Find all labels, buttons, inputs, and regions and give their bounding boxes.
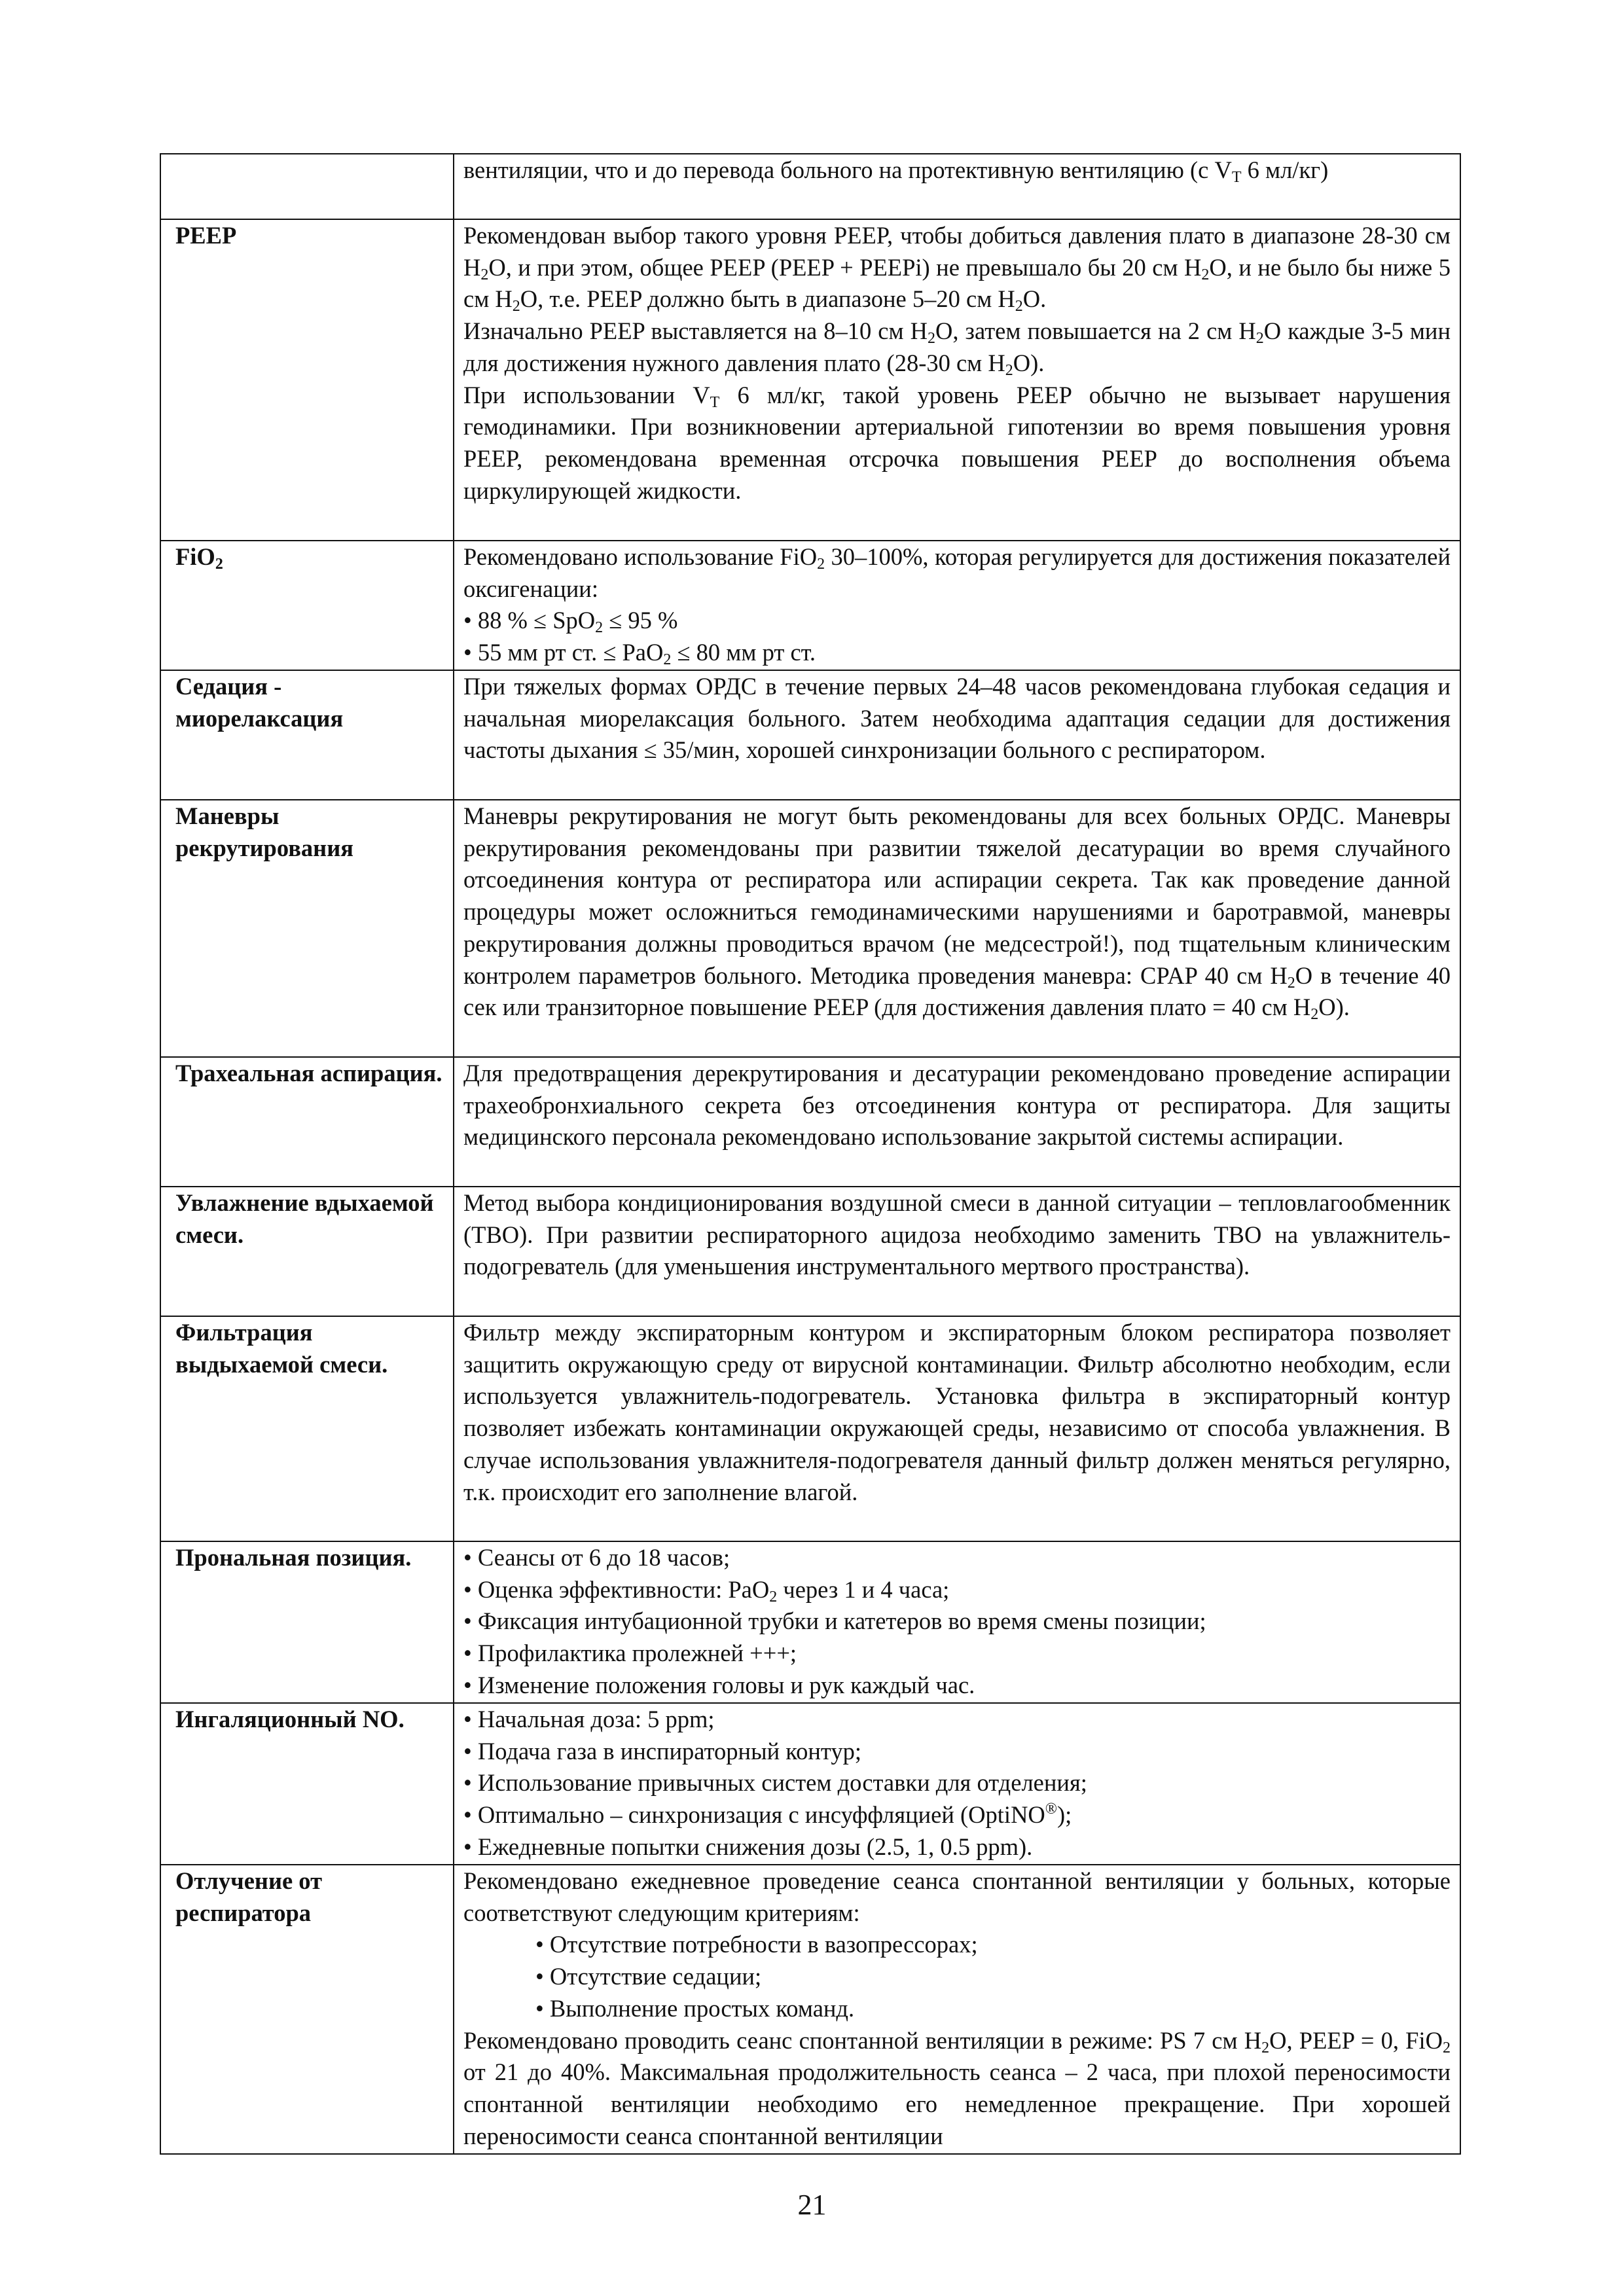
table-row: [160, 1187, 1460, 1316]
list-item: • Фиксация интубационной трубки и катетеров во время смены позиции;: [463, 1607, 1206, 1635]
row-text-sedation: При тяжелых формах ОРДС в течение первых 24–48 часов рекомендована глубокая седация и начальная миорелаксация больного. Затем необходима адаптация седации для достижения частоты дыхания ≤ 35/мин, хорошей синхронизации больного с респиратором.: [454, 670, 1460, 800]
table-row: [160, 800, 1460, 1057]
table-row: [160, 541, 1460, 670]
row-text-weaning: [454, 1865, 1460, 2154]
table-row: [160, 154, 1460, 219]
weaning-paragraph-1: Рекомендовано ежедневное проведение сеанса спонтанной вентиляции у больных, которые соответствуют следующим критериям:: [463, 1867, 1451, 1926]
list-item: • Подача газа в инспираторный контур;: [463, 1737, 862, 1765]
row-label-peep: PEEP: [160, 219, 454, 541]
peep-paragraph-1: Рекомендован выбор такого уровня PEEP, чтобы добиться давления плато в диапазоне 28-30 см $H_2O$, и при этом, общее PEEP (PEEP + PEEPi) не превышало бы 20 см $H_2O$, и не было бы ниже 5 см $H_2O$, т.е. PEEP должно быть в диапазоне 5–20 см $H_2O$.: [463, 222, 1451, 315]
row-label-humidification: Увлажнение вдыхаемой смеси.: [160, 1187, 454, 1316]
row-text-humidification: Метод выбора кондиционирования воздушной смеси в данной ситуации – тепловлагообменник (ТВО). При развитии респираторного ацидоза необходимо заменить ТВО на увлажнитель-подогреватель (для уменьшения инструментального мертвого пространства).: [454, 1187, 1460, 1316]
fio2-bullet-pao2: • 55 мм рт ст. ≤ PaO$_2$ ≤ 80 мм рт ст.: [463, 639, 816, 669]
recommendations-table: [160, 153, 1461, 2155]
fio2-paragraph: Рекомендовано использование FiO$_2$ 30–100%, которая регулируется для достижения показателей оксигенации:: [463, 543, 1451, 602]
list-item: • Оценка эффективности: PaO$_2$ через 1 и 4 часа;: [463, 1575, 950, 1605]
fio2-bullet-spo2: • 88 % ≤ SpO$_2$ ≤ 95 %: [463, 607, 678, 637]
list-item: • Выполнение простых команд.: [535, 1994, 855, 2022]
row-text-fio2: [454, 541, 1460, 670]
list-item: • Начальная доза: 5 ppm;: [463, 1706, 715, 1732]
list-item: • Использование привычных систем доставки для отделения;: [463, 1769, 1087, 1797]
row-label-empty: [160, 154, 454, 219]
list-item: • Профилактика пролежней +++;: [463, 1640, 797, 1667]
list-item: • Оптимально – синхронизация с инсуффляцией (OptiNO®);: [463, 1801, 1072, 1829]
list-item: • Изменение положения головы и рук каждый час.: [463, 1671, 975, 1698]
row-text-peep: [454, 219, 1460, 541]
list-item: • Ежедневные попытки снижения дозы (2.5, 1, 0.5 ppm).: [463, 1833, 1033, 1860]
list-item: • Отсутствие седации;: [535, 1963, 762, 1990]
row-text-prone-position: [454, 1541, 1460, 1703]
row-text-inhaled-no: [454, 1703, 1460, 1865]
row-label-fio2: FiO$_2$: [160, 541, 454, 670]
list-item: • Отсутствие потребности в вазопрессорах;: [535, 1931, 978, 1958]
table-row: [160, 1316, 1460, 1541]
row-label-inhaled-no: Ингаляционный NO.: [160, 1703, 454, 1865]
table-row: [160, 1703, 1460, 1865]
row-label-tracheal-aspiration: Трахеальная аспирация.: [160, 1057, 454, 1187]
table-row: [160, 219, 1460, 541]
table-row: [160, 1865, 1460, 2154]
row-label-recruitment: Маневры рекрутирования: [160, 800, 454, 1057]
row-label-weaning: Отлучение от респиратора: [160, 1865, 454, 2154]
peep-paragraph-2: Изначально PEEP выставляется на 8–10 см $H_2O$, затем повышается на 2 см $H_2O$ каждые 3-5 мин для достижения нужного давления плато (28-30 см $H_2O$).: [463, 317, 1451, 379]
row-text-continuation: вентиляции, что и до перевода больного на протективную вентиляцию (с $V_T$ 6 мл/кг): [454, 154, 1460, 219]
page-number: 21: [797, 2189, 827, 2221]
list-item: • Сеансы от 6 до 18 часов;: [463, 1544, 731, 1571]
weaning-paragraph-2: Рекомендовано проводить сеанс спонтанной вентиляции в режиме: PS 7 см $H_2O$, PEEP = 0, FiO$_2$ от 21 до 40%. Максимальная продолжительность сеанса – 2 часа, при плохой переносимости спонтанной вентиляции необходимо его немедленное прекращение. При хорошей переносимости сеанса спонтанной вентиляции: [463, 2026, 1451, 2149]
row-label-sedation: Седация - миорелаксация: [160, 670, 454, 800]
peep-paragraph-3: При использовании $V_T$ 6 мл/кг, такой уровень PEEP обычно не вызывает нарушения гемодинамики. При возникновении артериальной гипотензии во время повышения уровня PEEP, рекомендована временная отсрочка повышения PEEP до восполнения объема циркулирующей жидкости.: [463, 381, 1451, 504]
row-text-recruitment: Маневры рекрутирования не могут быть рекомендованы для всех больных ОРДС. Маневры рекрутирования рекомендованы при развитии тяжелой десатурации во время случайного отсоединения контура от респиратора или аспирации секрета. Так как проведение данной процедуры может осложниться гемодинамическими нарушениями и баротравмой, маневры рекрутирования должны проводиться врачом (не медсестрой!), под тщательным клиническим контролем параметров больного. Методика проведения маневра: CPAP 40 см $H_2O$ в течение 40 сек или транзиторное повышение PEEP (для достижения давления плато = 40 см $H_2O$).: [454, 800, 1460, 1057]
table-row: [160, 1541, 1460, 1703]
row-text-tracheal-aspiration: Для предотвращения дерекрутирования и десатурации рекомендовано проведение аспирации трахеобронхиального секрета без отсоединения контура от респиратора. Для защиты медицинского персонала рекомендовано использование закрытой системы аспирации.: [454, 1057, 1460, 1187]
row-label-filtration: Фильтрация выдыхаемой смеси.: [160, 1316, 454, 1541]
row-label-prone-position: Прональная позиция.: [160, 1541, 454, 1703]
table-row: [160, 1057, 1460, 1187]
row-text-filtration: Фильтр между экспираторным контуром и экспираторным блоком респиратора позволяет защитить окружающую среду от вирусной контаминации. Фильтр абсолютно необходим, если используется увлажнитель-подогреватель. Установка фильтра в экспираторный контур позволяет избежать контаминации окружающей среды, независимо от способа увлажнения. В случае использования увлажнителя-подогревателя данный фильтр должен меняться регулярно, т.к. происходит его заполнение влагой.: [454, 1316, 1460, 1541]
table-row: [160, 670, 1460, 800]
